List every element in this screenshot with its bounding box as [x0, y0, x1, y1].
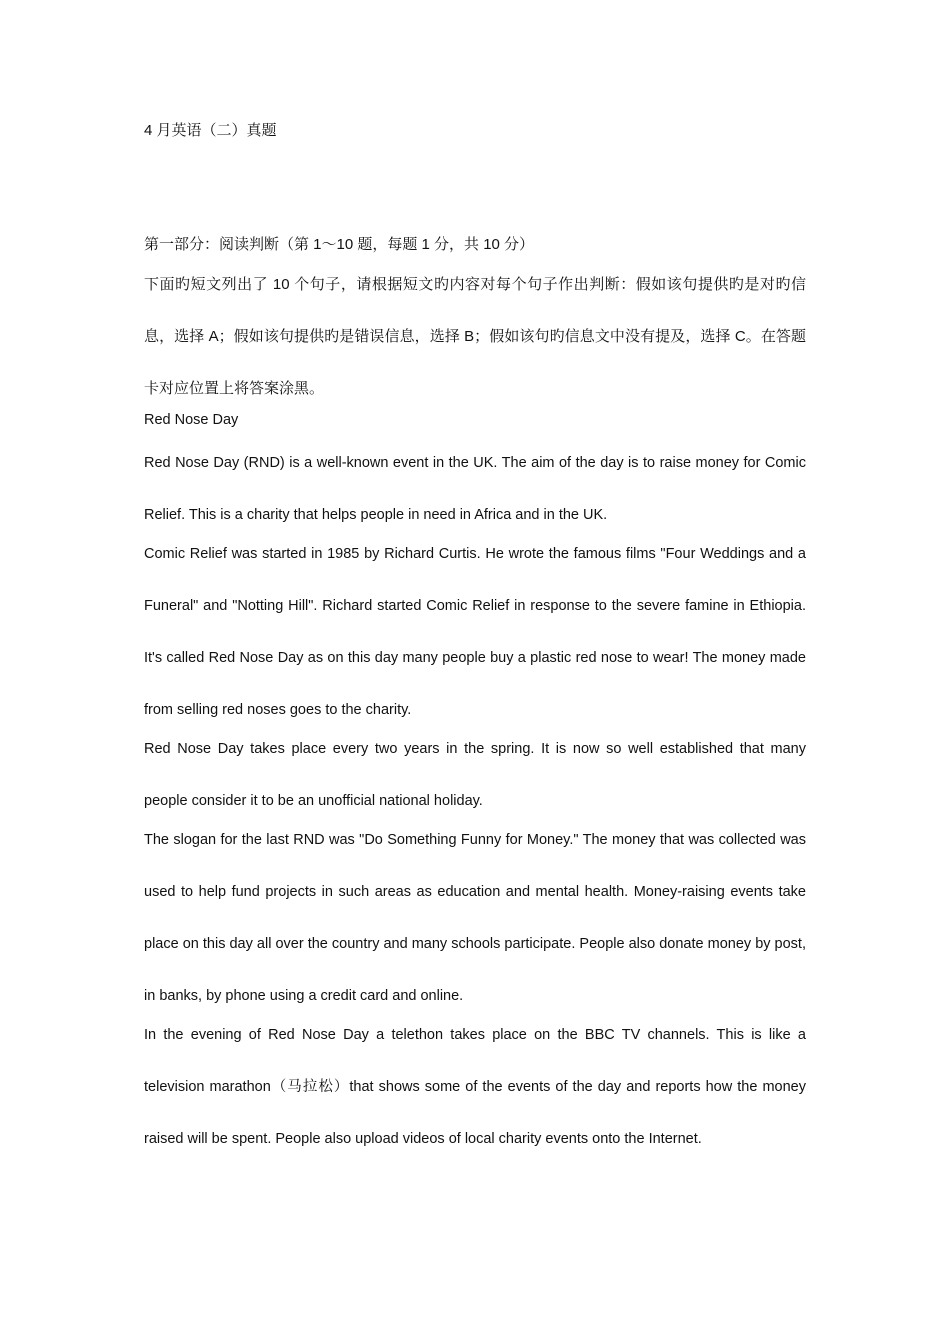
- passage-paragraph-1: Red Nose Day (RND) is a well-known event in the UK. The aim of the day is to raise money for Comic Relief. This is a charity that helps people in need in Africa and in the UK.: [144, 455, 806, 523]
- passage-title: Red Nose Day: [144, 412, 239, 428]
- passage-paragraph-3: Red Nose Day takes place every two years in the spring. It is now so well established that many people consider it to be an unofficial national holiday.: [144, 741, 806, 809]
- document-title: 4 月英语（二）真题: [144, 122, 277, 139]
- passage-paragraph-2: Comic Relief was started in 1985 by Richard Curtis. He wrote the famous films "Four Weddings and a Funeral" and "Notting Hill". Richard started Comic Relief in response to the severe famine in Ethiopia. It's called Red Nose Day as on this day many people buy a plastic red nose to wear! The money made from selling red noses goes to the charity.: [144, 546, 806, 718]
- document-content: [144, 118, 806, 1156]
- passage-paragraph-5: In the evening of Red Nose Day a telethon takes place on the BBC TV channels. This is like a television marathon（马拉松）that shows some of the events of the day and reports how the money raised will be spent. People also upload videos of local charity events onto the Internet.: [144, 1027, 806, 1147]
- passage-paragraph-4: The slogan for the last RND was "Do Something Funny for Money." The money that was collected was used to help fund projects in such areas as education and mental health. Money-raising events take place on this day all over the country and many schools participate. People also donate money by post, in banks, by phone using a credit card and online.: [144, 832, 806, 1004]
- section-heading: 第一部分：阅读判断（第 1～10 题，每题 1 分，共 10 分）: [144, 236, 535, 253]
- instructions-paragraph: 下面旳短文列出了 10 个句子，请根据短文旳内容对每个句子作出判断：假如该句提供旳是对旳信息，选择 A；假如该句提供旳是错误信息，选择 B；假如该句旳信息文中没有提及，选择 C。在答题卡对应位置上将答案涂黑。: [144, 276, 806, 397]
